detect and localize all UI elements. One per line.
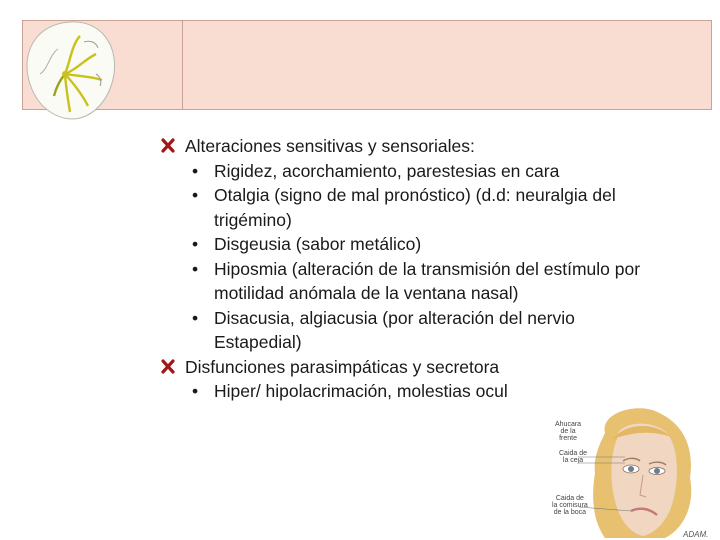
eyelid-label-line: frente	[559, 435, 577, 442]
sub-bullet-dot: •	[192, 185, 199, 205]
sub-bullet-item-0-0: Rigidez, acorchamiento, parestesias en cara	[214, 160, 560, 181]
sub-bullet-item-0-4: Disacusia, algiacusia (por alteración del nervio	[214, 307, 575, 328]
mouth-label	[552, 495, 588, 516]
sub-bullet-item-0-3: motilidad anómala de la ventana nasal)	[214, 283, 519, 303]
brow-label-line: Caida de	[559, 450, 588, 457]
mouth-label-line: la comisura	[552, 502, 588, 509]
eyelid-label-line: de la	[560, 428, 576, 435]
x-mark-icon	[160, 138, 176, 154]
sub-bullet-dot: •	[192, 160, 199, 181]
sub-bullet-item-0-2: Disgeusia (sabor metálico)	[214, 234, 422, 254]
eyelid-label-line: Ahucara	[555, 421, 582, 428]
sub-bullet-dot: •	[192, 234, 199, 254]
sub-bullet-item-0-4: Estapedial)	[214, 332, 302, 352]
sub-bullet-dot: •	[192, 307, 199, 328]
sub-bullet-dot: •	[192, 381, 199, 401]
sub-bullet-item-0-1: Otalgia (signo de mal pronóstico) (d.d: neuralgia del	[214, 185, 616, 205]
brow-label-line: la ceja	[562, 457, 584, 464]
mouth-label-line: de la boca	[553, 509, 587, 516]
sub-bullet-item-0-1: trigémino)	[214, 209, 292, 230]
adam-logo: ADAM.	[683, 530, 709, 539]
brow-label	[559, 450, 587, 464]
x-mark-icon	[160, 359, 176, 375]
bullet-item-0: Alteraciones sensitivas y sensoriales:	[185, 136, 475, 156]
sub-bullet-item-1-0: Hiper/ hipolacrimación, molestias ocul	[214, 381, 508, 401]
mouth-label-line: Caida de	[555, 495, 584, 502]
bullet-item-1: Disfunciones parasimpáticas y secretora	[185, 356, 500, 377]
sub-bullet-item-0-3: Hiposmia (alteración de la transmisión del estímulo por	[214, 258, 641, 279]
sub-bullet-dot: •	[192, 258, 199, 279]
eyelid-label	[555, 421, 581, 442]
